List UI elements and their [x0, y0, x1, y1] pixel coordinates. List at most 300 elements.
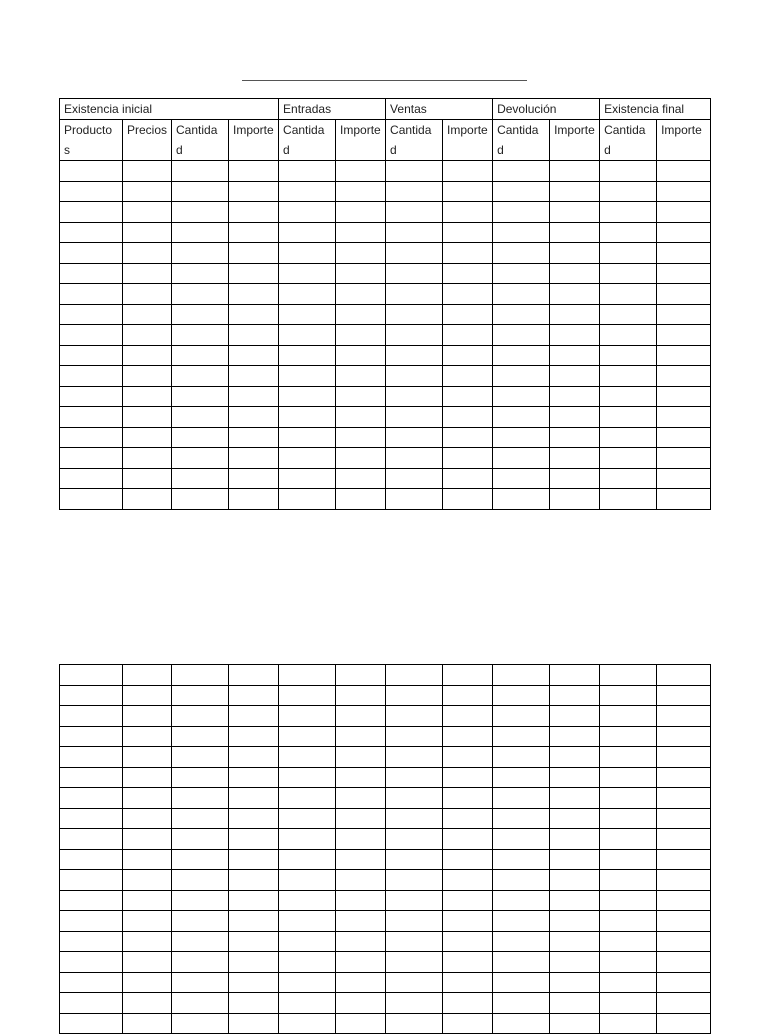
table-row: [60, 706, 711, 727]
table-cell: [336, 911, 386, 932]
table-cell: [172, 345, 229, 366]
table-cell: [600, 202, 657, 223]
table-cell: [279, 202, 336, 223]
table-cell: [550, 849, 600, 870]
table-cell: [550, 325, 600, 346]
table-cell: [336, 665, 386, 686]
table-cell: [336, 427, 386, 448]
table-cell: [493, 468, 550, 489]
table-cell: [600, 386, 657, 407]
table-row: [60, 726, 711, 747]
table-cell: [279, 952, 336, 973]
table-cell: [600, 489, 657, 510]
table-cell: [172, 726, 229, 747]
table-row: [60, 284, 711, 305]
table-cell: [279, 407, 336, 428]
table-cell: [493, 870, 550, 891]
table-cell: [600, 366, 657, 387]
table-cell: [550, 911, 600, 932]
table-cell: [600, 407, 657, 428]
table-cell: [336, 747, 386, 768]
table-cell: [336, 161, 386, 182]
title-line: [242, 80, 527, 81]
table-cell: [657, 345, 711, 366]
table-cell: [60, 890, 123, 911]
table-cell: [600, 849, 657, 870]
table-cell: [229, 1013, 279, 1034]
table-cell: [336, 304, 386, 325]
table-cell: [172, 685, 229, 706]
table-cell: [493, 972, 550, 993]
table-cell: [336, 1013, 386, 1034]
table-cell: [123, 972, 172, 993]
table-cell: [550, 181, 600, 202]
table-cell: [550, 202, 600, 223]
table-cell: [386, 788, 443, 809]
table-cell: [229, 407, 279, 428]
table-cell: [443, 890, 493, 911]
table-cell: [443, 726, 493, 747]
table-cell: [550, 788, 600, 809]
table-cell: [657, 952, 711, 973]
table-cell: [600, 448, 657, 469]
table-cell: [657, 386, 711, 407]
table-cell: [657, 849, 711, 870]
table-cell: [386, 808, 443, 829]
table-cell: [443, 931, 493, 952]
table-cell: [493, 161, 550, 182]
table-row: [60, 427, 711, 448]
table-cell: [386, 325, 443, 346]
table-cell: [386, 202, 443, 223]
table-cell: [229, 243, 279, 264]
table-cell: [386, 665, 443, 686]
table-cell: [123, 243, 172, 264]
table-cell: [386, 448, 443, 469]
inventory-table: [59, 98, 711, 510]
table-cell: [229, 202, 279, 223]
table-cell: [336, 202, 386, 223]
table-cell: [493, 685, 550, 706]
table-cell: [657, 870, 711, 891]
table-cell: [172, 427, 229, 448]
table-cell: [172, 284, 229, 305]
table-cell: [172, 407, 229, 428]
table-cell: [123, 222, 172, 243]
table-cell: [123, 345, 172, 366]
table-cell: [657, 931, 711, 952]
table-cell: [172, 161, 229, 182]
table-cell: [443, 366, 493, 387]
table-cell: [60, 366, 123, 387]
table-cell: [60, 468, 123, 489]
table-cell: [493, 952, 550, 973]
table-cell: [443, 202, 493, 223]
table-cell: [443, 325, 493, 346]
table-cell: [550, 304, 600, 325]
table-row: [60, 448, 711, 469]
table-cell: [123, 161, 172, 182]
table-cell: [657, 808, 711, 829]
table-cell: [657, 972, 711, 993]
table-cell: [657, 489, 711, 510]
table-cell: [443, 161, 493, 182]
table-cell: [493, 1013, 550, 1034]
table-cell: [657, 911, 711, 932]
table-cell: [336, 325, 386, 346]
table-cell: [229, 952, 279, 973]
table-cell: [279, 243, 336, 264]
table-cell: [279, 304, 336, 325]
table-cell: [493, 849, 550, 870]
continuation-table: [59, 664, 711, 1034]
table-cell: [657, 993, 711, 1014]
table-cell: [386, 386, 443, 407]
table-cell: [386, 407, 443, 428]
table-cell: [123, 263, 172, 284]
table-cell: [386, 870, 443, 891]
table-cell: [172, 931, 229, 952]
table-cell: [229, 665, 279, 686]
table-cell: [550, 993, 600, 1014]
table-cell: [600, 767, 657, 788]
table-cell: [657, 243, 711, 264]
table-cell: [123, 448, 172, 469]
table-cell: [172, 870, 229, 891]
table-cell: [172, 808, 229, 829]
table-cell: [279, 181, 336, 202]
table-cell: [229, 489, 279, 510]
table-cell: [550, 767, 600, 788]
table-cell: [229, 747, 279, 768]
table-cell: [443, 829, 493, 850]
table-cell: [386, 1013, 443, 1034]
table-cell: [172, 972, 229, 993]
table-cell: [657, 304, 711, 325]
table-cell: [123, 808, 172, 829]
table-cell: [550, 726, 600, 747]
table-cell: [600, 726, 657, 747]
table-cell: [443, 448, 493, 469]
table-cell: [550, 931, 600, 952]
table-cell: [123, 407, 172, 428]
table-cell: [443, 808, 493, 829]
table-cell: [123, 665, 172, 686]
table-cell: [657, 222, 711, 243]
table-cell: [172, 706, 229, 727]
table-cell: [657, 202, 711, 223]
table-cell: [493, 222, 550, 243]
table-cell: [386, 222, 443, 243]
table-cell: [279, 870, 336, 891]
table-cell: [279, 849, 336, 870]
table-cell: [279, 366, 336, 387]
table-cell: [229, 345, 279, 366]
table-cell: [279, 489, 336, 510]
table-cell: [443, 706, 493, 727]
column-header-importe: Importe: [657, 120, 711, 161]
table-cell: [386, 243, 443, 264]
table-cell: [336, 788, 386, 809]
table-cell: [493, 706, 550, 727]
table-cell: [600, 706, 657, 727]
table-cell: [600, 345, 657, 366]
table-row: [60, 468, 711, 489]
table-row: [60, 890, 711, 911]
table-cell: [386, 284, 443, 305]
table-cell: [386, 345, 443, 366]
table-cell: [229, 870, 279, 891]
table-cell: [386, 181, 443, 202]
table-row: [60, 263, 711, 284]
table-cell: [60, 427, 123, 448]
table-cell: [600, 685, 657, 706]
table-cell: [123, 726, 172, 747]
table-cell: [336, 263, 386, 284]
table-cell: [657, 890, 711, 911]
table-cell: [600, 161, 657, 182]
table-cell: [550, 345, 600, 366]
table-row: [60, 829, 711, 850]
table-cell: [172, 1013, 229, 1034]
table-cell: [172, 788, 229, 809]
table-cell: [123, 890, 172, 911]
table-cell: [386, 952, 443, 973]
table-cell: [336, 489, 386, 510]
table-cell: [443, 767, 493, 788]
table-cell: [493, 284, 550, 305]
table-cell: [123, 870, 172, 891]
table-cell: [600, 304, 657, 325]
table-cell: [229, 325, 279, 346]
table-row: [60, 911, 711, 932]
table-cell: [123, 325, 172, 346]
table-cell: [600, 870, 657, 891]
table-row: [60, 952, 711, 973]
table-cell: [229, 181, 279, 202]
table-cell: [386, 468, 443, 489]
table-cell: [279, 931, 336, 952]
table-cell: [60, 665, 123, 686]
table-cell: [443, 952, 493, 973]
table-cell: [386, 993, 443, 1014]
table-cell: [279, 448, 336, 469]
table-cell: [657, 829, 711, 850]
table-cell: [229, 829, 279, 850]
table-row: [60, 993, 711, 1014]
table-cell: [550, 706, 600, 727]
table-cell: [279, 468, 336, 489]
table-cell: [550, 665, 600, 686]
table-cell: [172, 747, 229, 768]
table-cell: [336, 284, 386, 305]
table-cell: [229, 427, 279, 448]
column-header-precios: Precios: [123, 120, 172, 161]
table-cell: [279, 222, 336, 243]
table-cell: [550, 489, 600, 510]
table-cell: [172, 243, 229, 264]
table-cell: [493, 263, 550, 284]
table-row: [60, 325, 711, 346]
table-cell: [443, 972, 493, 993]
table-cell: [279, 284, 336, 305]
table-cell: [229, 849, 279, 870]
column-header-cantidad: Cantidad: [279, 120, 336, 161]
table-cell: [493, 726, 550, 747]
table-cell: [229, 972, 279, 993]
table-cell: [493, 993, 550, 1014]
table-cell: [60, 448, 123, 469]
table-cell: [336, 448, 386, 469]
table-cell: [386, 304, 443, 325]
table-cell: [229, 911, 279, 932]
table-cell: [229, 366, 279, 387]
table-cell: [172, 489, 229, 510]
table-cell: [493, 489, 550, 510]
group-header-existencia-inicial: Existencia inicial: [60, 99, 279, 120]
table-cell: [336, 952, 386, 973]
table-cell: [386, 427, 443, 448]
table-cell: [493, 243, 550, 264]
table-cell: [386, 366, 443, 387]
table-cell: [229, 808, 279, 829]
table-cell: [600, 747, 657, 768]
table-cell: [172, 325, 229, 346]
table-cell: [123, 366, 172, 387]
table-cell: [229, 468, 279, 489]
table-cell: [60, 407, 123, 428]
group-header-devolucion: Devolución: [493, 99, 600, 120]
table-cell: [550, 448, 600, 469]
table-cell: [443, 849, 493, 870]
table-cell: [386, 726, 443, 747]
table-row: [60, 304, 711, 325]
table-cell: [550, 972, 600, 993]
column-header-productos: Productos: [60, 120, 123, 161]
table-cell: [336, 849, 386, 870]
table-cell: [123, 181, 172, 202]
table-cell: [60, 767, 123, 788]
table-row: [60, 685, 711, 706]
table-cell: [493, 448, 550, 469]
table-cell: [60, 345, 123, 366]
table-cell: [600, 222, 657, 243]
table-cell: [60, 489, 123, 510]
table-cell: [172, 665, 229, 686]
table-cell: [493, 767, 550, 788]
table-cell: [600, 931, 657, 952]
table-row: [60, 665, 711, 686]
table-cell: [600, 972, 657, 993]
table-cell: [550, 1013, 600, 1034]
table-cell: [279, 427, 336, 448]
table-cell: [60, 304, 123, 325]
table-cell: [279, 788, 336, 809]
table-cell: [550, 161, 600, 182]
table-cell: [229, 685, 279, 706]
table-cell: [550, 952, 600, 973]
table-cell: [493, 366, 550, 387]
table-cell: [550, 747, 600, 768]
table-row: [60, 202, 711, 223]
table-cell: [279, 325, 336, 346]
table-cell: [229, 386, 279, 407]
table-cell: [60, 870, 123, 891]
table-cell: [443, 263, 493, 284]
table-cell: [123, 386, 172, 407]
table-cell: [123, 202, 172, 223]
table-cell: [386, 161, 443, 182]
table-cell: [493, 808, 550, 829]
table-cell: [493, 181, 550, 202]
table-cell: [60, 747, 123, 768]
table-cell: [279, 829, 336, 850]
table-cell: [60, 161, 123, 182]
table-cell: [229, 788, 279, 809]
table-cell: [657, 263, 711, 284]
group-header-entradas: Entradas: [279, 99, 386, 120]
table-cell: [123, 829, 172, 850]
column-header-cantidad: Cantidad: [172, 120, 229, 161]
table-cell: [229, 263, 279, 284]
table-cell: [279, 972, 336, 993]
table-cell: [336, 972, 386, 993]
table-cell: [123, 747, 172, 768]
table-cell: [657, 181, 711, 202]
table-cell: [172, 993, 229, 1014]
table-cell: [550, 829, 600, 850]
table-cell: [386, 849, 443, 870]
table-cell: [60, 222, 123, 243]
table-cell: [229, 931, 279, 952]
table-cell: [172, 849, 229, 870]
table-cell: [336, 468, 386, 489]
table-cell: [600, 808, 657, 829]
table-cell: [443, 427, 493, 448]
table-cell: [229, 284, 279, 305]
table-cell: [493, 890, 550, 911]
table-cell: [123, 788, 172, 809]
column-header-importe: Importe: [443, 120, 493, 161]
table-cell: [600, 263, 657, 284]
table-cell: [172, 829, 229, 850]
table-cell: [60, 706, 123, 727]
table-row: [60, 489, 711, 510]
table-cell: [493, 788, 550, 809]
table-cell: [279, 263, 336, 284]
table-cell: [336, 767, 386, 788]
table-cell: [657, 468, 711, 489]
table-row: [60, 407, 711, 428]
table-cell: [386, 931, 443, 952]
table-cell: [123, 849, 172, 870]
table-cell: [60, 808, 123, 829]
table-cell: [172, 263, 229, 284]
table-cell: [279, 345, 336, 366]
table-cell: [657, 161, 711, 182]
table-cell: [600, 665, 657, 686]
table-cell: [60, 726, 123, 747]
table-cell: [386, 747, 443, 768]
table-cell: [443, 222, 493, 243]
table-cell: [60, 243, 123, 264]
table-cell: [600, 468, 657, 489]
table-cell: [229, 304, 279, 325]
table-cell: [493, 427, 550, 448]
table-cell: [279, 747, 336, 768]
table-cell: [336, 870, 386, 891]
table-cell: [443, 747, 493, 768]
